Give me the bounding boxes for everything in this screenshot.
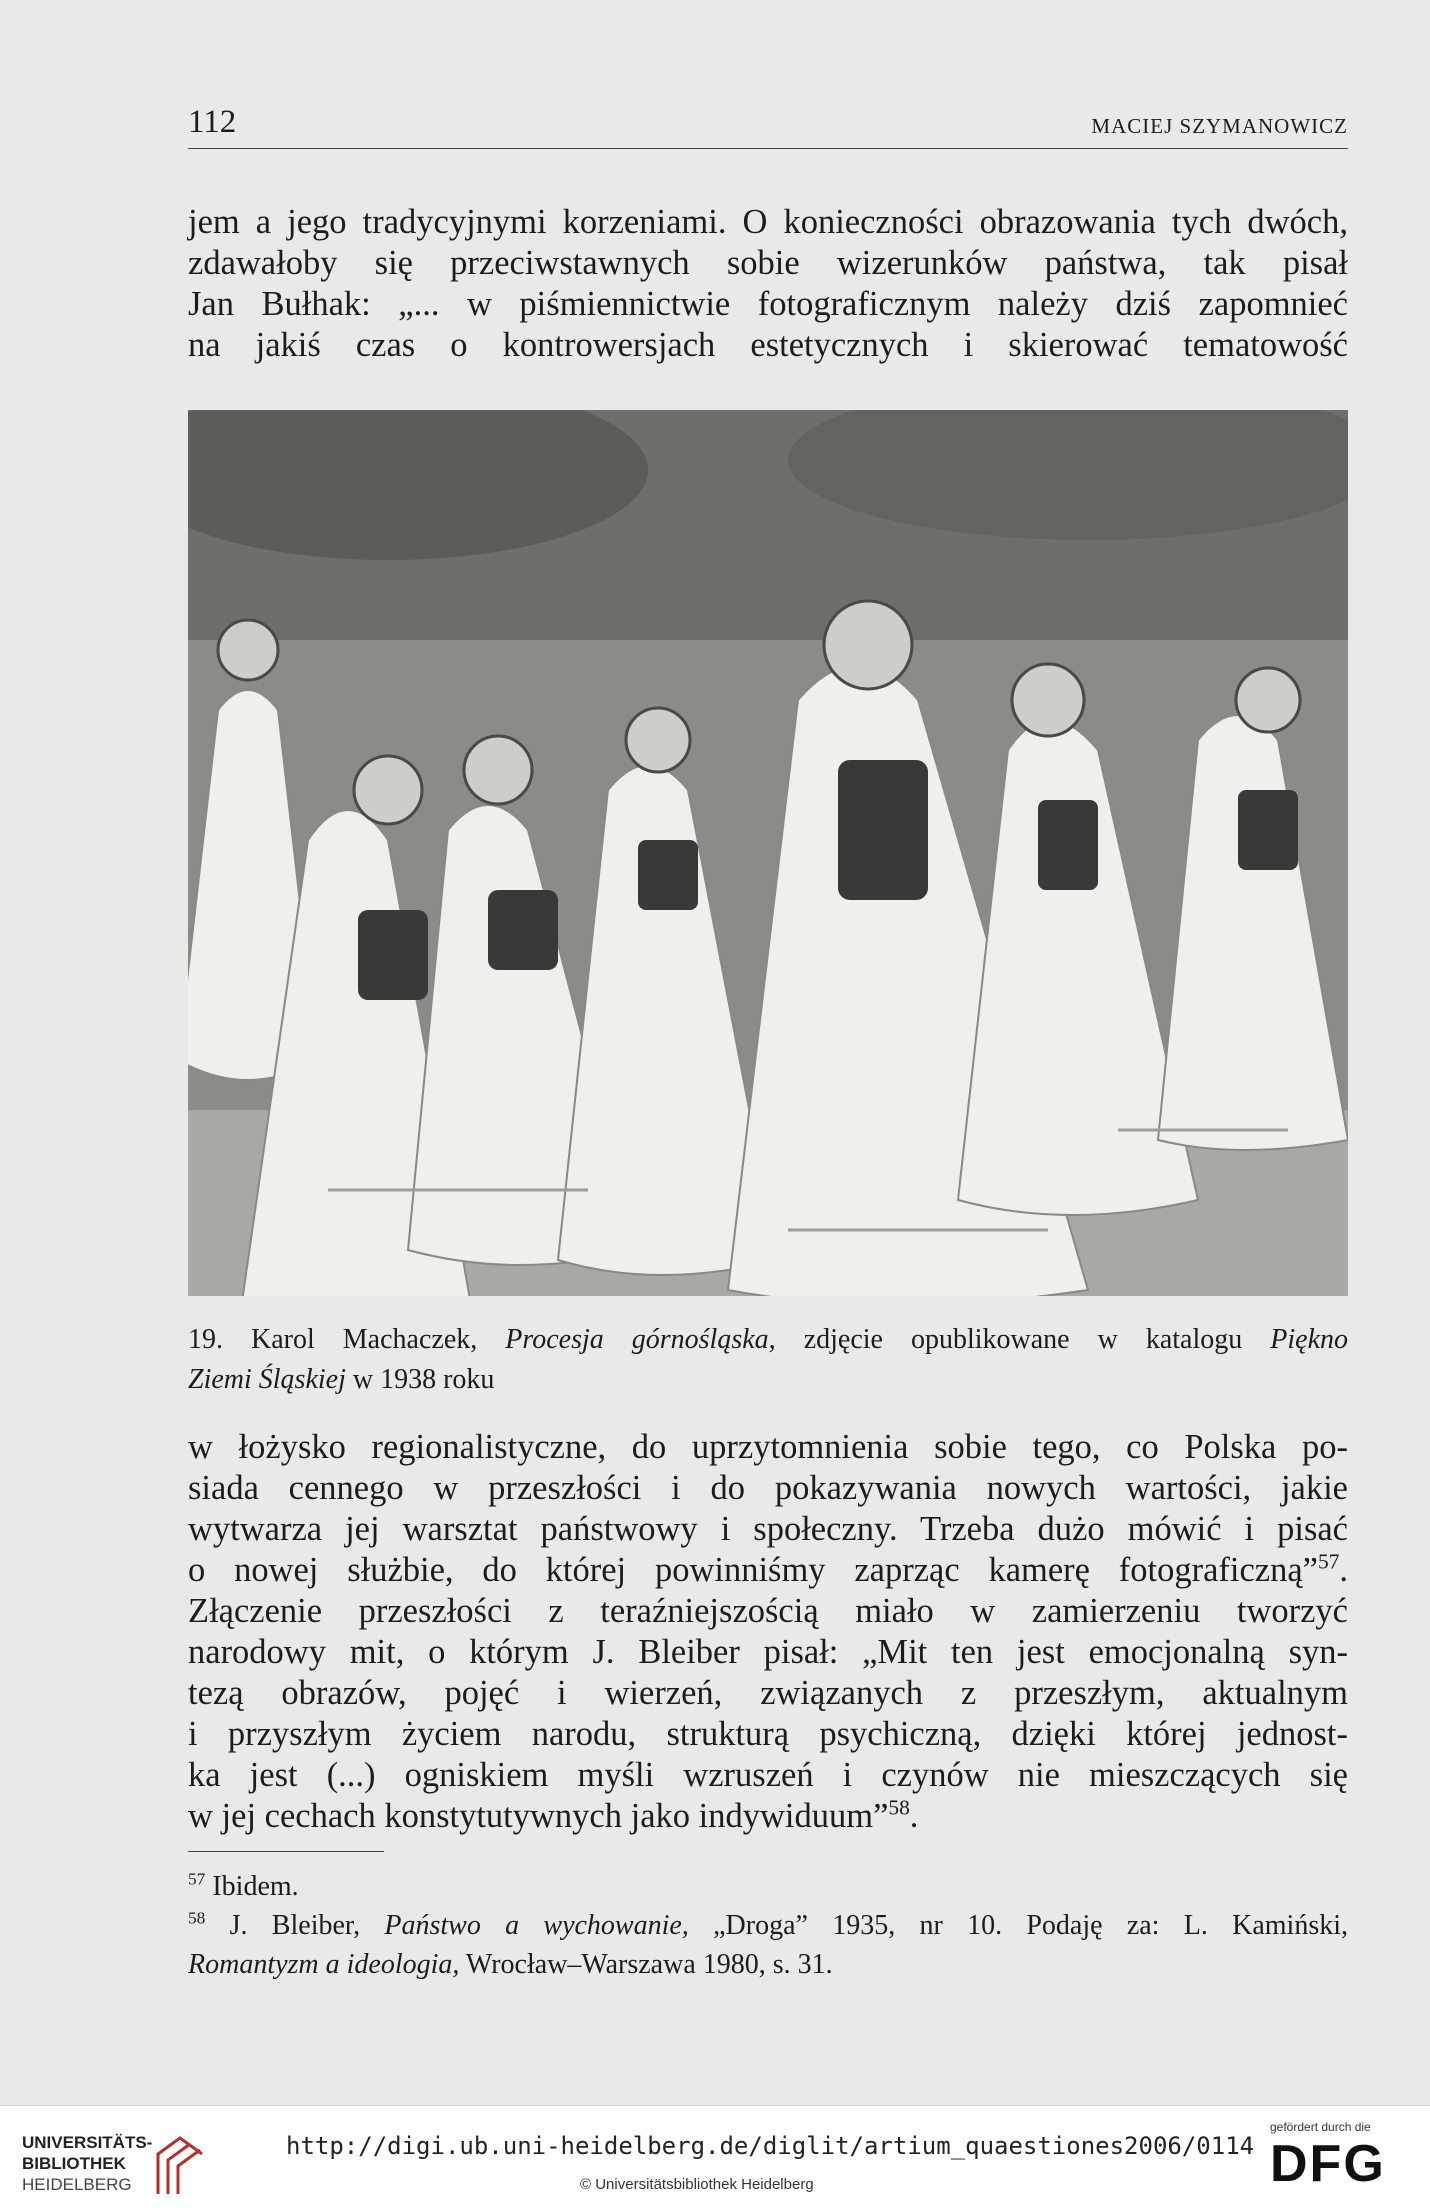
page-number: 112 xyxy=(188,104,237,140)
running-head: MACIEJ SZYMANOWICZ xyxy=(1091,114,1348,138)
text-line: w łożysko regionalistyczne, do uprzytomnienia sobie tego, co Polska po- xyxy=(188,1428,1348,1466)
ref-punct: . xyxy=(909,1797,919,1835)
caption-text: zdjęcie opublikowane w katalogu xyxy=(803,1324,1243,1355)
footnote-rule xyxy=(188,1851,384,1852)
page-header xyxy=(188,104,1348,149)
library-emblem-icon xyxy=(150,2134,210,2198)
text-line: jem a jego tradycyjnymi korzeniami. O konieczności obrazowania tych dwóch, xyxy=(188,203,1348,241)
figure-caption xyxy=(188,1320,1348,1400)
body-paragraph-1 xyxy=(188,202,1348,366)
procession-photograph xyxy=(188,410,1348,1296)
copyright-notice: © Universitätsbibliothek Heidelberg xyxy=(580,2176,814,2193)
footnote-text: Ibidem. xyxy=(212,1871,299,1902)
text-line: siada cennego w przeszłości i do pokazywania nowych wartości, jakie xyxy=(188,1469,1348,1507)
digitization-footer xyxy=(0,2105,1430,2210)
footnote-number: 58 xyxy=(188,1908,206,1928)
dfg-wordmark: DFG xyxy=(1270,2135,1386,2193)
photo-illustration xyxy=(188,410,1348,1296)
body-paragraph-2 xyxy=(188,1427,1348,1837)
dfg-funding-note: gefördert durch die xyxy=(1270,2120,1371,2134)
footnotes xyxy=(188,1867,1348,1984)
footnote-text: Wrocław–Warszawa 1980, s. 31. xyxy=(465,1949,833,1980)
text-line: w jej cechach konstytutywnych jako indywiduum” xyxy=(188,1797,889,1835)
text-line: na jakiś czas o kontrowersjach estetycznych i skierować tematowość xyxy=(188,326,1348,364)
text-line: ka jest (...) ogniskiem myśli wzruszeń i czynów nie mieszczących się xyxy=(188,1756,1348,1794)
footnote-number: 57 xyxy=(188,1869,206,1889)
footnote-title: Państwo a wychowanie, xyxy=(384,1910,689,1941)
text-line: zdawałoby się przeciwstawnych sobie wizerunków państwa, tak pisał xyxy=(188,244,1348,282)
footnote-ref-58: 58 xyxy=(888,1795,910,1820)
library-logo[interactable] xyxy=(22,2126,242,2196)
library-name-line3: HEIDELBERG xyxy=(22,2175,132,2194)
footnote-text: J. Bleiber, xyxy=(229,1910,361,1941)
document-url-link[interactable]: http://digi.ub.uni-heidelberg.de/diglit/artium_quaestiones2006/0114 xyxy=(286,2132,1255,2160)
caption-catalog-line2: Ziemi Śląskiej xyxy=(188,1364,346,1395)
footnote-58 xyxy=(188,1906,1348,1984)
text-line: Jan Bułhak: „... w piśmiennictwie fotograficznym należy dziś zapomnieć xyxy=(188,285,1348,323)
dfg-logo[interactable] xyxy=(1270,2120,1420,2200)
text-line: tezą obrazów, pojęć i wierzeń, związanych z przeszłym, aktualnym xyxy=(188,1674,1348,1712)
caption-author: Karol Machaczek, xyxy=(251,1324,478,1355)
caption-tail: w 1938 roku xyxy=(352,1364,495,1395)
footnote-ref-57: 57 xyxy=(1318,1549,1340,1574)
text-line: Złączenie przeszłości z teraźniejszością miało w zamierzeniu tworzyć xyxy=(188,1592,1348,1630)
footnote-text: „Droga” 1935, nr 10. Podaję za: L. Kamiński, xyxy=(713,1910,1349,1941)
text-line: wytwarza jej warsztat państwowy i społeczny. Trzeba dużo mówić i pisać xyxy=(188,1510,1348,1548)
text-line: narodowy mit, o którym J. Bleiber pisał: „Mit ten jest emocjonalną syn- xyxy=(188,1633,1348,1671)
library-name-line2: BIBLIOTHEK xyxy=(22,2154,126,2173)
caption-catalog-line1: Piękno xyxy=(1270,1324,1349,1355)
footnote-title: Romantyzm a ideologia, xyxy=(188,1949,460,1980)
ref-punct: . xyxy=(1339,1551,1348,1589)
footnote-57 xyxy=(188,1867,1348,1906)
caption-number: 19. xyxy=(188,1324,223,1355)
caption-title: Procesja górnośląska, xyxy=(505,1324,776,1355)
text-line: o nowej służbie, do której powinniśmy zaprząc kamerę fotograficzną” xyxy=(188,1551,1318,1589)
library-name-line1: UNIVERSITÄTS- xyxy=(22,2133,153,2152)
text-line: i przyszłym życiem narodu, strukturą psychiczną, dzięki której jednost- xyxy=(188,1715,1348,1753)
